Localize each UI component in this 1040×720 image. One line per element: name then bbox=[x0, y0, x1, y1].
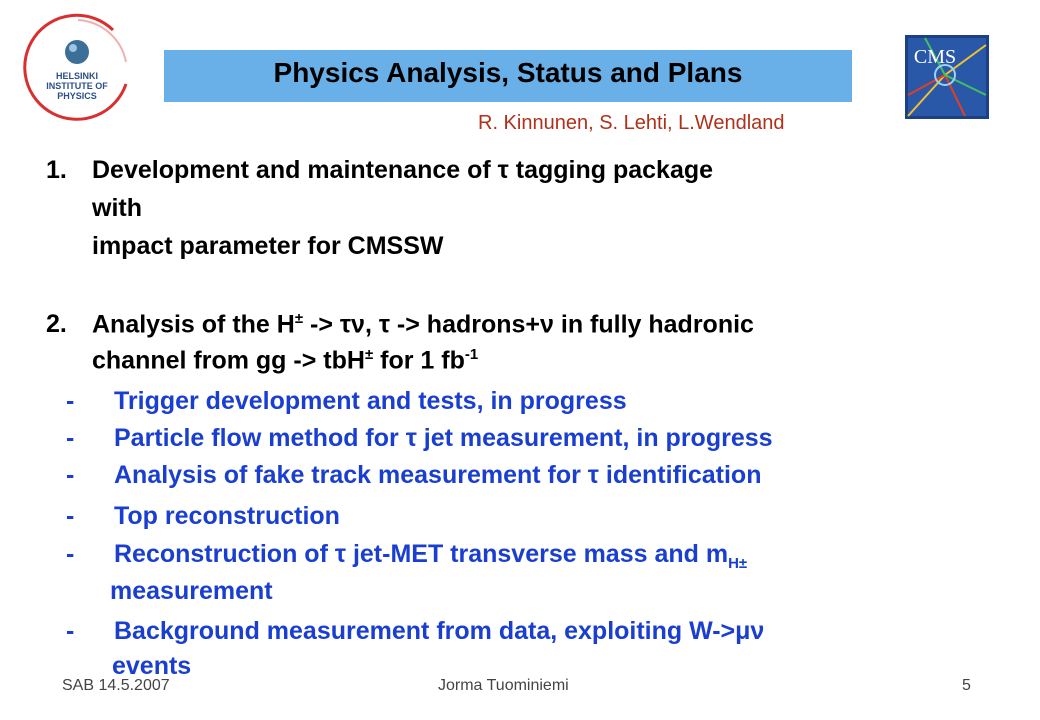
helsinki-institute-logo bbox=[18, 12, 136, 130]
bullet-text: Analysis of fake track measurement for τ identification bbox=[114, 461, 762, 489]
bullet-background-cont: events bbox=[112, 652, 192, 680]
item2-number: 2. bbox=[46, 310, 67, 339]
footer-date: SAB 14.5.2007 bbox=[62, 677, 170, 694]
item2-line1 bbox=[46, 310, 754, 339]
svg-text:PHYSICS: PHYSICS bbox=[57, 91, 97, 101]
bullet-dash: - bbox=[66, 540, 75, 568]
svg-text:INSTITUTE OF: INSTITUTE OF bbox=[46, 81, 108, 91]
mass-subscript: H± bbox=[728, 555, 748, 572]
item1-line3-rest: for CMSSW bbox=[307, 232, 444, 260]
bullet-transverse-mass-cont: measurement bbox=[110, 577, 273, 605]
svg-text:HELSINKI: HELSINKI bbox=[55, 71, 99, 81]
svg-text:CMS: CMS bbox=[913, 46, 957, 68]
page-number: 5 bbox=[962, 677, 971, 694]
bullet-fake-track bbox=[66, 461, 761, 490]
bullet-background bbox=[66, 617, 764, 646]
bullet-text: Reconstruction of τ jet-MET transverse mass and m bbox=[114, 540, 729, 568]
item1-text-a: Development and maintenance of bbox=[92, 156, 498, 184]
item1-number: 1. bbox=[46, 156, 67, 184]
item1-line3-bold: impact parameter bbox=[92, 232, 308, 260]
item2-text-a: Analysis of the H bbox=[92, 310, 295, 339]
item1-text-b: tagging package bbox=[508, 156, 714, 184]
cms-logo bbox=[905, 35, 989, 119]
footer-author: Jorma Tuominiemi bbox=[438, 677, 569, 694]
item2-line2-a: channel from gg -> tbH bbox=[92, 346, 365, 375]
bullet-dash: - bbox=[66, 424, 75, 452]
tau-symbol: τ bbox=[497, 156, 509, 184]
bullet-dash: - bbox=[66, 461, 75, 489]
bullet-dash: - bbox=[66, 502, 75, 530]
bullet-text: Top reconstruction bbox=[114, 502, 340, 530]
bullet-dash: - bbox=[66, 387, 75, 415]
slide-title: Physics Analysis, Status and Plans bbox=[273, 57, 743, 88]
bullet-dash: - bbox=[66, 617, 75, 645]
bullet-text: Particle flow method for τ jet measurement, in progress bbox=[114, 424, 773, 452]
inverse-femtobarn-sup: -1 bbox=[464, 346, 479, 363]
bullet-text: Trigger development and tests, in progress bbox=[114, 387, 627, 415]
item2-text-b: -> τν, τ -> hadrons+ν in fully hadronic bbox=[303, 310, 754, 339]
plus-minus-sup-2: ± bbox=[364, 346, 374, 363]
item1-line1 bbox=[46, 156, 713, 185]
item1-line2: with bbox=[92, 194, 142, 222]
bullet-particle-flow bbox=[66, 424, 773, 453]
item2-line2-b: for 1 fb bbox=[373, 346, 465, 375]
item2-line2 bbox=[92, 346, 478, 375]
bullet-trigger bbox=[66, 387, 627, 416]
bullet-transverse-mass bbox=[66, 540, 747, 572]
plus-minus-sup: ± bbox=[294, 310, 304, 327]
authors: R. Kinnunen, S. Lehti, L.Wendland bbox=[478, 112, 785, 134]
item1-line3 bbox=[92, 232, 443, 261]
bullet-text: Background measurement from data, exploiting W->μν bbox=[114, 617, 765, 645]
bullet-top-reco bbox=[66, 502, 340, 531]
